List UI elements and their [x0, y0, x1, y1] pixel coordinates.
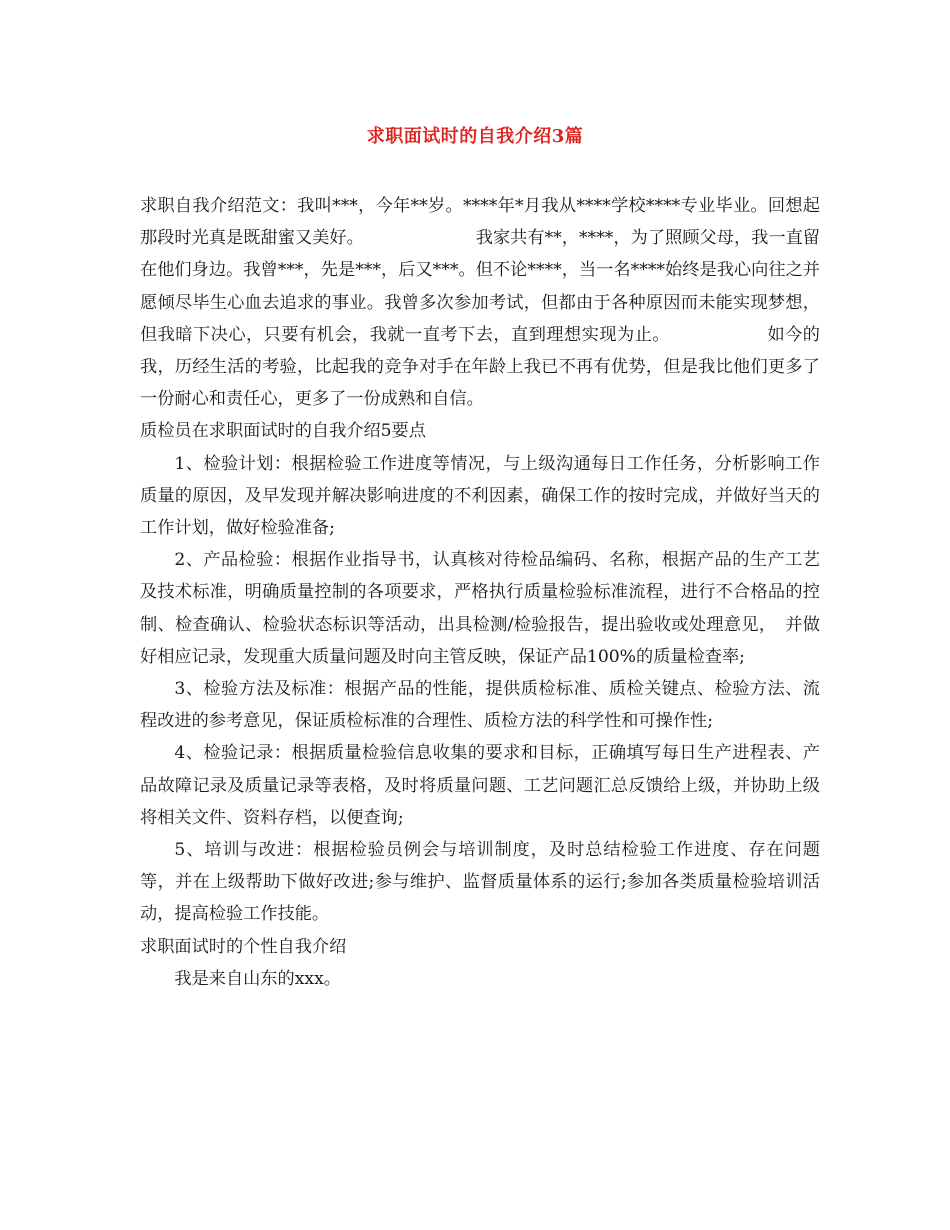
paragraph-point-5: 5、培训与改进：根据检验员例会与培训制度，及时总结检验工作进度、存在问题等，并在上级帮助下做好改进;参与维护、监督质量体系的运行;参加各类质量检验培训活动，提高检验工作技能。 — [140, 840, 820, 925]
paragraph-point-2: 2、产品检验：根据作业指导书，认真核对待检品编码、名称，根据产品的生产工艺及技术标准，明确质量控制的各项要求，严格执行质量检验标准流程，进行不合格品的控制、检查确认、检验状态标识等活动，出具检测/检验报告，提出验收或处理意见， 并做好相应记录，发现重大质量问题及时向主管反映，保证产品100%的质量检查率; — [140, 550, 820, 667]
section-heading-inspector: 质检员在求职面试时的自我介绍5要点 — [140, 421, 426, 442]
paragraph-intro: 求职自我介绍范文：我叫***，今年**岁。****年*月我从****学校****专业毕业。回想起那段时光真是既甜蜜又美好。 我家共有**，****，为了照顾父母，我一直留在他们身边。我曾***，先是***，后又***。但不论****，当一名****始终是我心向往之并愿倾尽毕生心血去追求的事业。我曾多次参加考试，但都由于各种原因而未能实现梦想，但我暗下决心，只要有机会，我就一直考下去，直到理想实现为止。 如今的我，历经生活的考验，比起我的竞争对手在年龄上我已不再有优势，但是我比他们更多了一份耐心和责任心，更多了一份成熟和自信。 — [140, 196, 820, 410]
document-title: 求职面试时的自我介绍3篇 — [366, 126, 584, 147]
paragraph-point-3: 3、检验方法及标准：根据产品的性能，提供质检标准、质检关键点、检验方法、流程改进的参考意见，保证质检标准的合理性、质检方法的科学性和可操作性; — [140, 679, 820, 732]
paragraph-point-4: 4、检验记录：根据质量检验信息收集的要求和目标，正确填写每日生产进程表、产品故障记录及质量记录等表格，及时将质量问题、工艺问题汇总反馈给上级，并协助上级将相关文件、资料存档，以便查询; — [140, 743, 820, 828]
document-body — [140, 190, 820, 995]
section-heading-personal: 求职面试时的个性自我介绍 — [140, 936, 347, 957]
paragraph-personal-intro: 我是来自山东的xxx。 — [174, 968, 341, 989]
paragraph-point-1: 1、检验计划：根据检验工作进度等情况，与上级沟通每日工作任务，分析影响工作质量的原因，及早发现并解决影响进度的不利因素，确保工作的按时完成，并做好当天的工作计划，做好检验准备; — [140, 453, 820, 539]
